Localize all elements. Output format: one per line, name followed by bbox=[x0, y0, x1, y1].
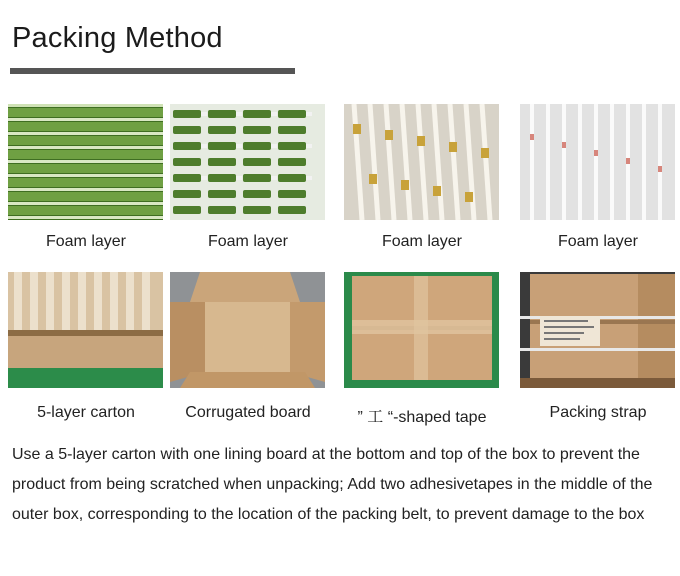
carton-edge-photo bbox=[8, 272, 163, 388]
clear-tubes-foam-photo bbox=[520, 104, 675, 220]
caption-packing-strap: Packing strap bbox=[549, 404, 647, 421]
caption-5-layer-carton: 5-layer carton bbox=[37, 404, 135, 421]
caption-corrugated-board: Corrugated board bbox=[185, 404, 311, 421]
packing-description: Use a 5-layer carton with one lining board at the bottom and top of the box to prevent the product from being scratched when unpacking; Add two adhesivetapes in the middle of the outer box, corresponding to the location of the packing belt, to prevent damage to the box bbox=[12, 446, 653, 523]
page-title: Packing Method bbox=[12, 22, 223, 54]
title-underline bbox=[10, 68, 295, 74]
strapped-boxes-photo bbox=[520, 272, 675, 388]
green-vials-foam-photo bbox=[170, 104, 325, 220]
caption-foam-layer-3: Foam layer bbox=[381, 233, 463, 250]
gold-cap-tubes-foam-photo bbox=[344, 104, 499, 220]
caption-foam-layer-2: Foam layer bbox=[207, 233, 289, 250]
caption-foam-layer-4: Foam layer bbox=[557, 233, 639, 250]
open-box-photo bbox=[170, 272, 325, 388]
caption-shaped-tape: ” 工 “-shaped tape bbox=[357, 409, 487, 426]
caption-foam-layer-1: Foam layer bbox=[45, 233, 127, 250]
taped-box-photo bbox=[344, 272, 499, 388]
green-tubes-foam-photo bbox=[8, 104, 163, 220]
